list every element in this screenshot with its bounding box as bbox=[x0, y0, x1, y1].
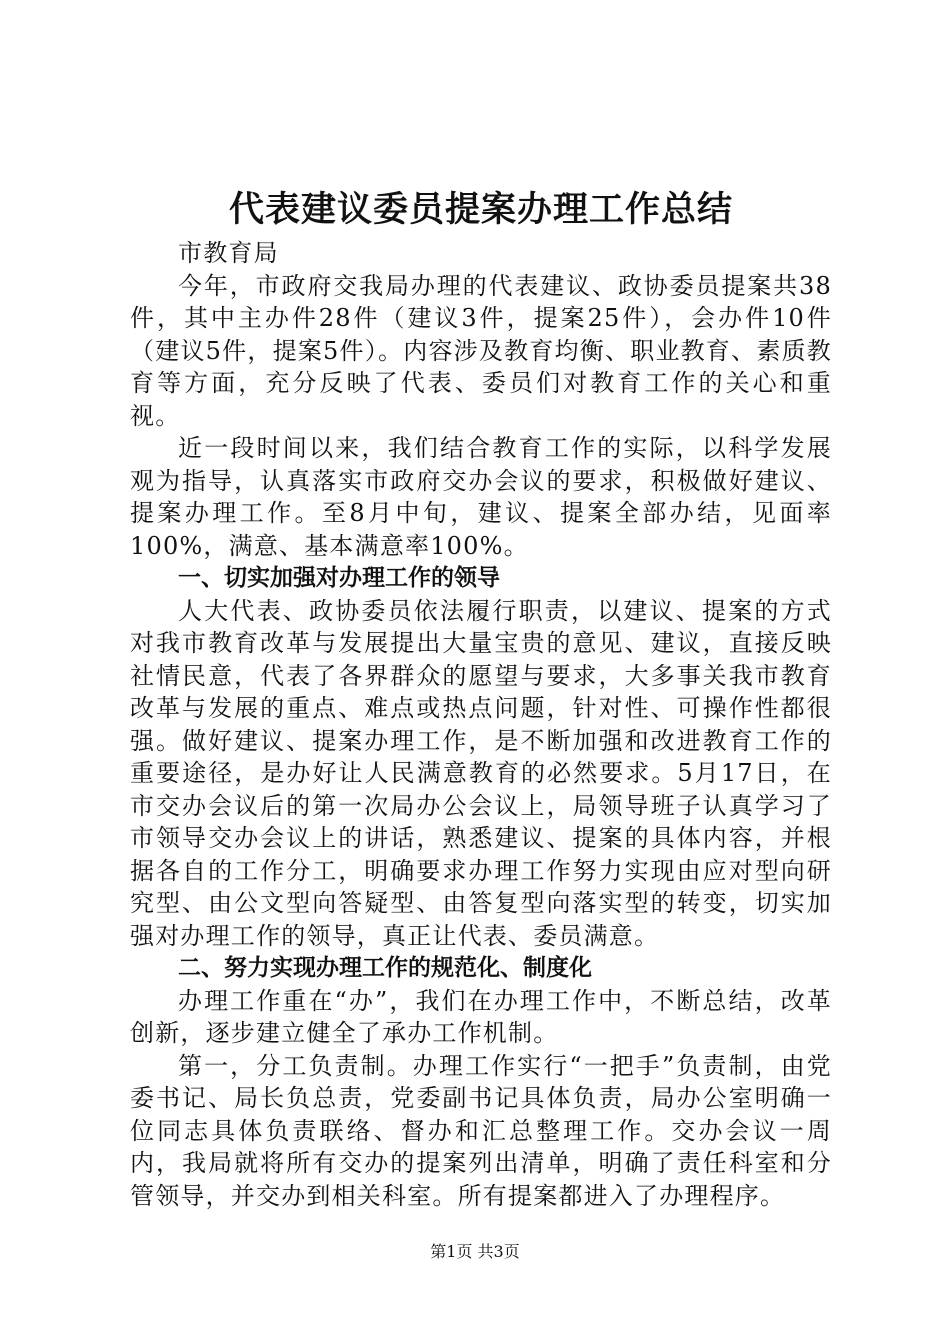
document-body bbox=[130, 185, 832, 1212]
section-2-heading: 二、努力实现办理工作的规范化、制度化 bbox=[178, 955, 592, 981]
section-1-paragraph: 人大代表、政协委员依法履行职责，以建议、提案的方式对我市教育改革与发展提出大量宝贵的意见、建议，直接反映社情民意，代表了各界群众的愿望与要求，大多事关我市教育改革与发展的重点、难点或热点问题，针对性、可操作性都很强。做好建议、提案办理工作，是不断加强和改进教育工作的重要途径，是办好让人民满意教育的必然要求。5月17日，在市交办会议后的第一次局办公会议上，局领导班子认真学习了市领导交办会议上的讲话，熟悉建议、提案的具体内容，并根据各自的工作分工，明确要求办理工作努力实现由应对型向研究型、由公文型向答疑型、由答复型向落实型的转变，切实加强对办理工作的领导，真正让代表、委员满意。 bbox=[130, 596, 832, 950]
section-2-paragraph-2: 第一，分工负责制。办理工作实行“一把手”负责制，由党委书记、局长负总责，党委副书记具体负责，局办公室明确一位同志具体负责联络、督办和汇总整理工作。交办会议一周内，我局就将所有交办的提案列出清单，明确了责任科室和分管领导，并交办到相关科室。所有提案都进入了办理程序。 bbox=[130, 1051, 832, 1210]
section-1-heading: 一、切实加强对办理工作的领导 bbox=[178, 565, 500, 591]
section-2-paragraph-1: 办理工作重在“办”，我们在办理工作中，不断总结，改革创新，逐步建立健全了承办工作机制。 bbox=[130, 986, 832, 1047]
page-footer: 第1页 共3页 bbox=[430, 1242, 520, 1261]
author-line: 市教育局 bbox=[178, 239, 279, 267]
summary-paragraph: 近一段时间以来，我们结合教育工作的实际，以科学发展观为指导，认真落实市政府交办会议的要求，积极做好建议、提案办理工作。至8月中旬，建议、提案全部办结，见面率100%，满意、基本满意率100%。 bbox=[130, 434, 832, 560]
document-title: 代表建议委员提案办理工作总结 bbox=[228, 190, 733, 230]
intro-paragraph: 今年，市政府交我局办理的代表建议、政协委员提案共38件，其中主办件28件（建议3件，提案25件），会办件10件（建议5件，提案5件）。内容涉及教育均衡、职业教育、素质教育等方面，充分反映了代表、委员们对教育工作的关心和重视。 bbox=[130, 271, 832, 430]
